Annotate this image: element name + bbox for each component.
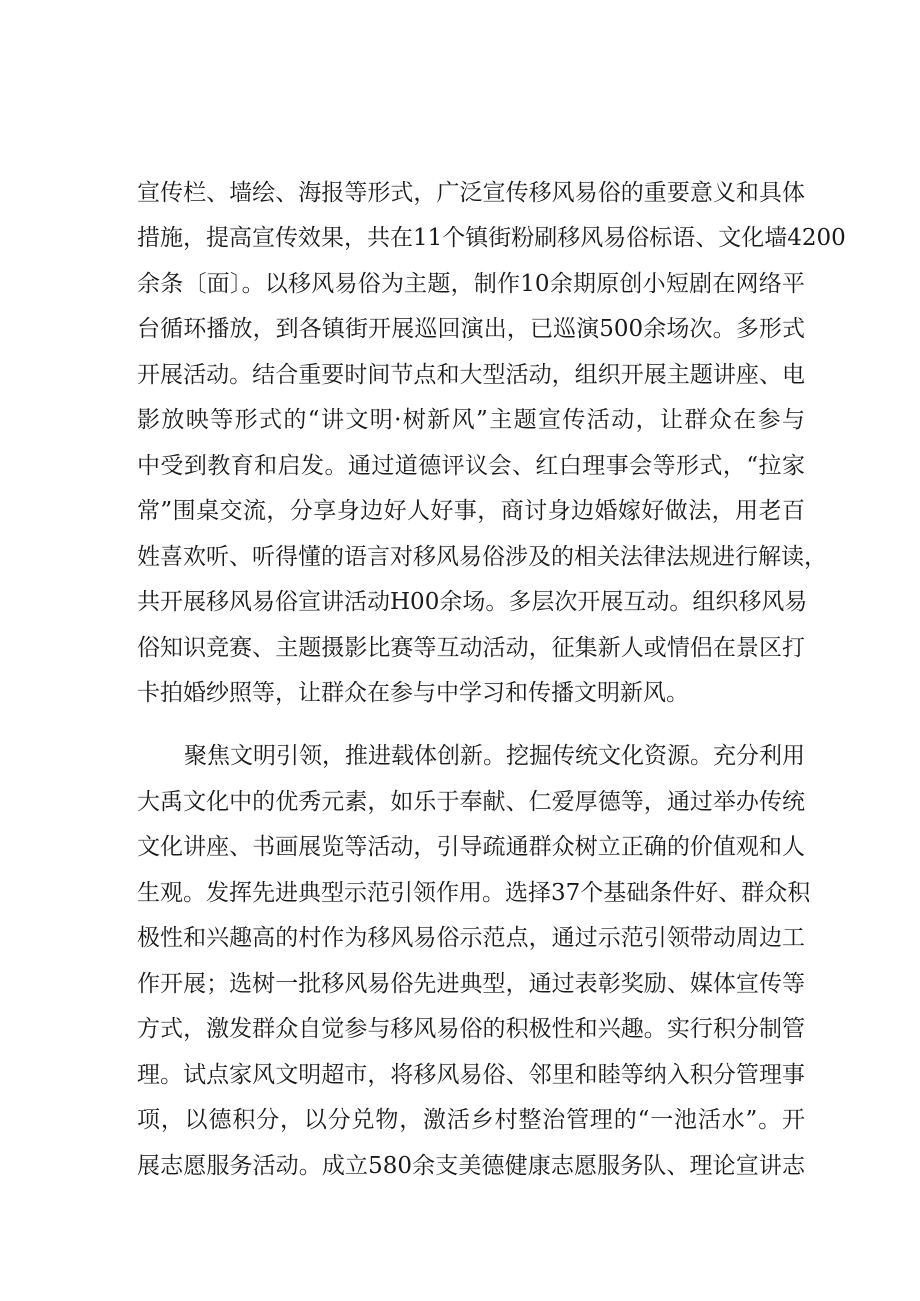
paragraph-2-line-6: 作开展；选树一批移风易俗先进典型，通过表彰奖励、媒体宣传等 <box>137 971 805 997</box>
paragraph-2-line-4: 生观。发挥先进典型示范引领作用。选择37个基础条件好、群众积 <box>137 880 811 906</box>
paragraph-2-line-9: 项，以德积分，以分兑物，激活乡村整治管理的“一池活水”。开 <box>137 1107 805 1133</box>
paragraph-1-line-9: 姓喜欢听、听得懂的语言对移风易俗涉及的相关法律法规进行解读， <box>137 544 827 570</box>
paragraph-1-line-7: 中受到教育和启发。通过道德评议会、红白理事会等形式，“拉家 <box>137 453 805 479</box>
paragraph-1-line-8: 常”围桌交流，分享身边好人好事，商讨身边婚嫁好做法，用老百 <box>137 498 805 524</box>
paragraph-1-line-6: 影放映等形式的“讲文明·树新风”主题宣传活动，让群众在参与 <box>137 407 805 433</box>
paragraph-1-line-3: 余条〔面〕。以移风易俗为主题，制作10余期原创小短剧在网络平 <box>137 271 805 297</box>
paragraph-2-line-3: 文化讲座、书画展览等活动，引导疏通群众树立正确的价值观和人 <box>137 834 805 860</box>
paragraph-1-line-5: 开展活动。结合重要时间节点和大型活动，组织开展主题讲座、电 <box>137 362 805 388</box>
paragraph-2-line-1: 聚焦文明引领，推进载体创新。挖掘传统文化资源。充分利用 <box>184 743 805 769</box>
paragraph-2-line-5: 极性和兴趣高的村作为移风易俗示范点，通过示范引领带动周边工 <box>137 925 805 951</box>
paragraph-2-line-2: 大禹文化中的优秀元素，如乐于奉献、仁爱厚德等，通过举办传统 <box>137 789 805 815</box>
paragraph-1-line-1: 宣传栏、墙绘、海报等形式，广泛宣传移风易俗的重要意义和具体 <box>137 180 805 206</box>
paragraph-1-line-4: 台循环播放，到各镇街开展巡回演出，已巡演500余场次。多形式 <box>137 316 805 342</box>
paragraph-1-line-11: 俗知识竞赛、主题摄影比赛等互动活动，征集新人或情侣在景区打 <box>137 635 805 661</box>
paragraph-1-line-2: 措施，提高宣传效果，共在11个镇街粉刷移风易俗标语、文化墙4200 <box>137 225 846 251</box>
paragraph-1-line-10: 共开展移风易俗宣讲活动H00余场。多层次开展互动。组织移风易 <box>137 589 808 615</box>
paragraph-2-line-8: 理。试点家风文明超市，将移风易俗、邻里和睦等纳入积分管理事 <box>137 1062 805 1088</box>
paragraph-2-line-7: 方式，激发群众自觉参与移风易俗的积极性和兴趣。实行积分制管 <box>137 1016 805 1042</box>
paragraph-1-line-12: 卡拍婚纱照等，让群众在参与中学习和传播文明新风。 <box>137 680 689 706</box>
paragraph-2-line-10: 展志愿服务活动。成立580余支美德健康志愿服务队、理论宣讲志 <box>137 1153 805 1179</box>
